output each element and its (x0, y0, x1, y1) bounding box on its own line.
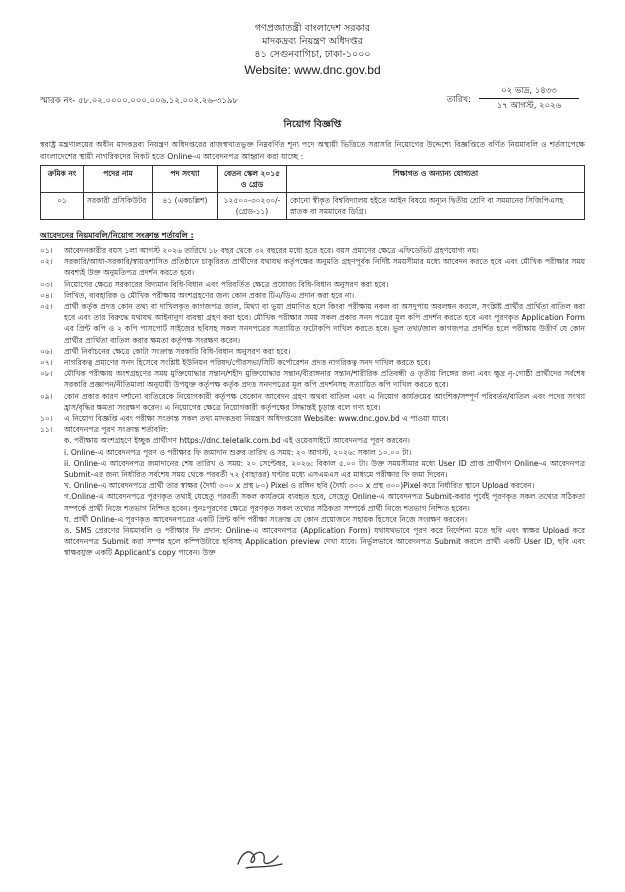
list-item (40, 256, 585, 278)
rule-text: নিয়োগের ক্ষেত্রে সরকারের বিদ্যমান বিধি-বিধান এবং পরিবর্তিত ক্ষেত্রে প্রযোজ্য বিধি-বিধান অনুসরণ করা হবে। (64, 279, 389, 289)
cell-qualification: কোনো স্বীকৃত বিশ্ববিদ্যালয় হইতে আইন বিষয়ে অন্যূন দ্বিতীয় শ্রেণি বা সমমানের সিজিপিএসহ স্নাতক বা সমমানের ডিগ্রি। (287, 193, 585, 220)
date-bangla: ০২ ভাদ্র, ১৪৩৩ (479, 84, 579, 99)
cell-serial: ০১ (41, 193, 84, 220)
list-item (40, 301, 585, 346)
subrule-ka: ক. পরীক্ষায় অংশগ্রহণে ইচ্ছুক প্রার্থীগণ https://dnc.teletalk.com.bd এই ওয়েবসাইটে আবেদনপত্র পূরণ করবেন। (64, 436, 410, 446)
list-item (40, 245, 585, 256)
notice-intro: স্বরাষ্ট্র মন্ত্রণালয়ের অধীন মাদকদ্রব্য নিয়ন্ত্রণ অধিদপ্তরের রাজস্বখাতভুক্ত নিম্নবর্ণিত শূন্য পদে অস্থায়ী ভিত্তিতে সরাসরি নিয়োগের উদ্দেশ্যে বিজ্ঞপ্তিতে বর্ণিত নিয়মাবলি ও শর্তসাপেক্ষে বাংলাদেশের স্থায়ী নাগরিকদের নিকট হতে Online-এ আবেদনপত্র আহ্বান করা যাচ্ছে : (40, 140, 585, 161)
signature-mark (232, 844, 292, 872)
rules-list (40, 245, 585, 559)
rule-number: ০৪। (40, 290, 53, 300)
cell-scale: ১২৫০০-৩০২৩০/- (গ্রেড-১১) (218, 193, 287, 220)
rule-number: ০৮। (40, 369, 53, 379)
subrule-start-date: i. Online-এ আবেদনপত্র পূরণ ও পরীক্ষার ফি জমাদান শুরুর তারিখ ও সময়: ২০ আগস্ট, ২০২৬: সকাল ১০.০০ টা। (64, 447, 412, 457)
header-post: পদের নাম (84, 166, 153, 193)
subrule-gha: ঘ. প্রার্থী Online-এ পূরণকৃত আবেদনপত্রের একটি প্রিন্ট কপি পরীক্ষা সংক্রান্ত যে কোন প্রয়োজনে সহায়ক হিসেবে নিজে সংরক্ষণ করবেন। (64, 514, 468, 524)
letterhead (40, 22, 585, 78)
memo-date (446, 84, 579, 113)
rules-title: আবেদনের নিয়মাবলি/নিয়োগ সংক্রান্ত শর্তাবলি : (40, 231, 194, 240)
cell-count: ৪১ (একচল্লিশ) (153, 193, 218, 220)
list-item (40, 424, 585, 435)
header-serial: ক্রমিক নং (41, 166, 84, 193)
rule-number: ০২। (40, 257, 53, 267)
rule-number: ০৬। (40, 346, 53, 356)
rule-number: ০১। (40, 246, 53, 255)
department-address: ৪১ সেগুনবাগিচা, ঢাকা-১০০০ (254, 49, 371, 60)
rule-text: নাগরিকত্ব প্রমাণের সনদ হিসেবে সংশ্লিষ্ট ইউনিয়ন পরিষদ/পৌরসভা/সিটি কর্পোরেশন প্রদত্ত নাগরিকত্ব সনদ দাখিল করতে হবে। (64, 358, 431, 368)
list-item (40, 391, 585, 413)
notice-title: নিয়োগ বিজ্ঞপ্তি (283, 119, 342, 130)
memo-reference: স্মারক নং- ৫৮.০২.০০০০.০০০.০০৬.১২.০০২.২৬-৩১৯৮ (40, 96, 239, 106)
vacancy-table-header (41, 166, 585, 193)
header-qualification: শিক্ষাগত ও অন্যান্য যোগ্যতা (287, 166, 585, 193)
rule-text: কোন প্রকার কারণ দর্শানো ব্যতিরেকে নিয়োগকারী কর্তৃপক্ষ যেকোন আবেদন গ্রহণ অথবা বাতিল এবং এ নিয়োগ কার্যক্রমের আংশিক/সম্পূর্ণ পরিবর্তন/বাতিল এবং পদের সংখ্যা হ্রাস/বৃদ্ধির ক্ষমতা সংরক্ষণ করেন। এ নিয়োগের ক্ষেত্রে নিয়োগকারী কর্তৃপক্ষের সিদ্ধান্তই চূড়ান্ত বলে গণ্য হবে। (64, 391, 585, 412)
header-count: পদ সংখ্যা (153, 166, 218, 193)
department-name: মাদকদ্রব্য নিয়ন্ত্রণ অধিদপ্তর (262, 36, 363, 47)
department-website[interactable]: Website: www.dnc.gov.bd (244, 63, 381, 77)
subrule-kha: খ. Online-এ আবেদনপত্রে প্রার্থী তার স্বাক্ষর (দৈর্ঘ্য ৩০০ x প্রস্থ ৮০) Pixel ও রঙ্গিন ছবি (দৈর্ঘ্য ৩০০ x প্রস্থ ৩০০)Pixel করে নির্ধারিত স্থানে Upload করবেন। (64, 481, 535, 491)
rule-text: লিখিত, ব্যবহারিক ও মৌখিক পরীক্ষায় অংশগ্রহণের জন্য কোন প্রকার টিএ/ডিএ প্রদান করা হবে না। (64, 290, 355, 300)
memo-row (40, 84, 585, 114)
list-item (40, 290, 585, 301)
table-row (41, 193, 585, 220)
government-name: গণপ্রজাতন্ত্রী বাংলাদেশ সরকার (254, 23, 371, 34)
header-scale: বেতন স্কেল ২০১৫ ও গ্রেড (218, 166, 287, 193)
rule-number: ০৭। (40, 358, 53, 368)
subrule-ga: গ.Online-এ আবেদনপত্রে পূরণকৃত তথ্যই যেহেতু পরবর্তী সকল কার্যক্রমে ব্যবহৃত হবে, সেহেতু Online-এ আবেদনপত্র Submit-করার পূর্বেই পূরণকৃত সকল তথ্যের সঠিকতা সম্পর্কে প্রার্থী নিজে শতভাগ নিশ্চিত হবেন। পুনঃপূরণের ক্ষেত্রে পূরণকৃত সকল তথ্যের সঠিকতা সম্পর্কে প্রার্থী নিজে শতভাগ নিশ্চিত হবেন। (64, 492, 585, 513)
list-item (40, 346, 585, 357)
rule-number: ০৫। (40, 302, 53, 312)
rule-text: আবেদনপত্র পূরণ সংক্রান্ত শর্তাবলি: (64, 425, 169, 435)
subrule-uma: ঙ. SMS প্রেরণের নিয়মাবলি ও পরীক্ষার ফি প্রদান: Online-এ আবেদনপত্র (Application Form) যথাযথভাবে পূরণ করে নির্দেশনা মতে ছবি এবং স্বাক্ষর Upload করে আবেদনপত্র Submit করা সম্পন্ন হলে কম্পিউটারে ছবিসহ Application preview দেখা যাবে। নির্ভুলভাবে আবেদনপত্র Submit করলে প্রার্থী একটি User ID, ছবি এবং স্বাক্ষরযুক্ত একটি Applicant's copy পাবেন। উক্ত (64, 526, 585, 558)
date-label: তারিখ: (446, 95, 471, 105)
notice-page (0, 22, 625, 892)
cell-post: সরকারী প্রসিকিউটর (84, 193, 153, 220)
vacancy-table (40, 165, 585, 220)
rule-text: আবেদনকারীর বয়স ১লা আগস্ট ২০২৬ তারিখে ১৮ বছর থেকে ৩২ বছরের মধ্যে হতে হবে। বয়স প্রমাণের ক্ষেত্রে এফিডেভিট গ্রহণযোগ্য নয়। (64, 246, 479, 255)
rule-number: ০৯। (40, 391, 53, 401)
rule-text: এ নিয়োগ বিজ্ঞপ্তি এবং পরীক্ষা সংক্রান্ত সকল তথ্য মাদকদ্রব্য নিয়ন্ত্রণ অধিদপ্তরের Website: www.dnc.gov.bd এ পাওয়া যাবে। (64, 414, 449, 424)
rule-text: মৌখিক পরীক্ষায় অংশগ্রহণের সময় মুক্তিযোদ্ধার সন্তান/শহীদ মুক্তিযোদ্ধার সন্তান/বীরাঙ্গনার সন্তান/শারীরিক প্রতিবন্ধী ও তৃতীয় লিঙ্গের জন্য এবং ক্ষুদ্র নৃ-গোষ্ঠী প্রার্থীদের সর্বশেষ সরকারি প্রজ্ঞাপন/নীতিমালা অনুযায়ী উপযুক্ত কর্তৃপক্ষ কর্তৃক প্রদত্ত সনদপত্রের মূল কপি প্রদর্শনসহ সত্যায়িত কপি দাখিল করতে হবে। (64, 369, 585, 390)
rule-number: ০৩। (40, 279, 53, 289)
list-item (40, 279, 585, 290)
list-item (40, 357, 585, 368)
date-english: ১৭ আগস্ট, ২০২৬ (496, 101, 562, 111)
list-item (40, 413, 585, 424)
rule-number: ১১। (40, 425, 53, 435)
rule-text: প্রার্থী কর্তৃক প্রদত্ত কোন তথ্য বা দাখিলকৃত কাগজপত্র জাল, মিথ্যা বা ভুয়া প্রমাণিত হলে কিংবা পরীক্ষায় নকল বা অসদুপায় অবলম্বন করলে, সংশ্লিষ্ট প্রার্থীর প্রার্থিতা বাতিল করা হবে এবং তার বিরুদ্ধে যথাযথ আইনানুগ ব্যবস্থা গ্রহণ করা হবে। মৌখিক পরীক্ষার সময় সকল প্রকার সনদ পত্রের মূল কপি প্রদর্শন করতে হবে এবং পূরণকৃত Application Form এর প্রিন্ট কপি ও ২ কপি পাসপোর্ট সাইজের ছবিসহ সকল সনদপত্রের সত্যায়িত ফটোকপি দাখিল করতে হবে। ভুল তথ্য/জাল কাগজপত্র প্রদর্শিত হলে পরীক্ষায় উত্তীর্ণ যে কোন প্রার্থীর প্রার্থিতা বাতিল করার ক্ষমতা কর্তৃপক্ষ সংরক্ষণ করেন। (64, 302, 585, 345)
subrule-end-date: ii. Online-এ আবেদনপত্র জমাদানের শেষ তারিখ ও সময়: ২০ সেপ্টেম্বর, ২০২৬: বিকাল ৫.০০ টা। উক্ত সময়সীমার মধ্যে User ID প্রাপ্ত প্রার্থীগণ Online-এ আবেদনপত্র Submit-এর জন্য নির্ধারিত সর্বশেষ সময় থেকে পরবর্তী ৭২ (বাহাত্তর) ঘণ্টার মধ্যে এসএমএস এর মাধ্যমে পরীক্ষার ফি জমা দিবেন। (64, 458, 585, 480)
list-item (40, 368, 585, 390)
rule-text: সরকারি/আধা-সরকারি/স্বায়ত্তশাসিত প্রতিষ্ঠানে চাকুরিরত প্রার্থীদের যথাযথ কর্তৃপক্ষের অনুমতি গ্রহণপূর্বক নির্দিষ্ট সময়সীমার মধ্যে আবেদন করতে হবে এবং মৌখিক পরীক্ষার সময় অবশ্যই উক্ত অনুমতিপত্র প্রদর্শন করতে হবে। (64, 257, 585, 278)
rule-number: ১০। (40, 414, 53, 424)
rule-text: প্রার্থী নির্বাচনের ক্ষেত্রে কোটা সংক্রান্ত সরকারি বিধি-বিধান অনুসরণ করা হবে। (64, 346, 291, 356)
